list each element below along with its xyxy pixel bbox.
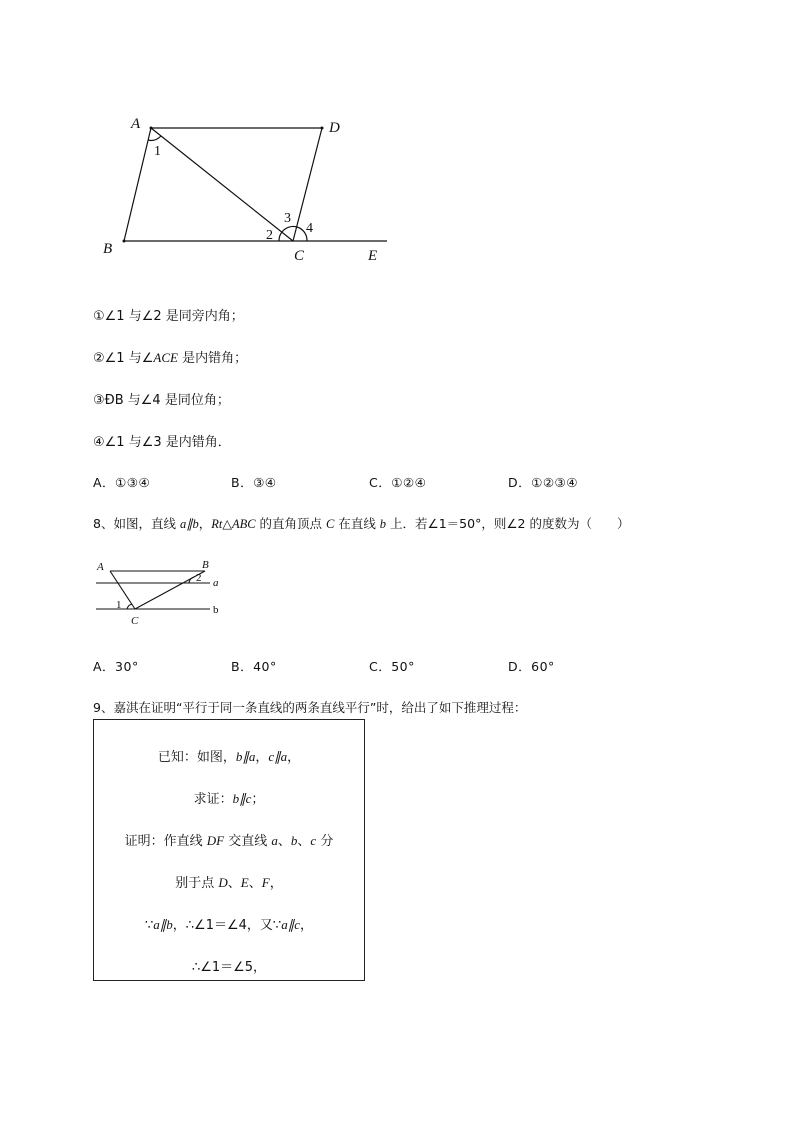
question-9: 9、嘉淇在证明“平行于同一条直线的两条直线平行”时，给出了如下推理过程：	[93, 700, 527, 715]
proof-box	[93, 719, 365, 981]
figure-parallel-lines	[92, 555, 232, 630]
q7-option-d[interactable]: D．①②③④	[508, 475, 578, 490]
q8-option-c[interactable]: C．50°	[369, 659, 415, 674]
label-a: a	[213, 577, 219, 589]
question-8: 8、如图，直线 a∥b，Rt△ABC 的直角顶点 C 在直线 b 上．若∠1＝50°，则∠2 的度数为（ ）	[93, 516, 630, 531]
proof-line-3: 证明：作直线 DF 交直线 a、b、c 分	[124, 833, 334, 849]
angle-1-arc	[148, 136, 161, 141]
label-angle-1: 1	[116, 599, 122, 611]
segment-BC	[135, 571, 205, 609]
q7-option-a[interactable]: A．①③④	[93, 475, 151, 490]
label-C: C	[131, 615, 139, 627]
label-B: B	[103, 241, 113, 257]
label-angle-4: 4	[306, 221, 313, 236]
label-angle-2: 2	[266, 228, 273, 243]
q8-option-b[interactable]: B．40°	[231, 659, 277, 674]
segment-AC	[110, 571, 135, 609]
label-angle-2: 2	[196, 572, 202, 584]
statement-2: ②∠1 与∠ACE 是内错角；	[93, 350, 248, 366]
angle-2-arc	[279, 232, 282, 241]
proof-given: 已知：如图，b∥a，c∥a，	[157, 749, 301, 765]
statement-4: ④∠1 与∠3 是内错角．	[93, 435, 231, 450]
label-angle-3: 3	[284, 211, 291, 226]
angle-1-arc	[127, 604, 132, 609]
proof-line-6: ∴∠1＝∠5，	[191, 960, 267, 975]
q7-option-c[interactable]: C．①②④	[369, 475, 427, 490]
q8-option-d[interactable]: D．60°	[508, 659, 555, 674]
label-b: b	[213, 604, 219, 616]
label-D: D	[329, 120, 340, 136]
statement-3: ③ÐB 与∠4 是同位角；	[93, 393, 230, 408]
proof-line-5: ∵a∥b，∴∠1＝∠4，又∵a∥c，	[145, 917, 313, 933]
segment-AB	[124, 128, 151, 241]
label-A: A	[97, 561, 104, 573]
angle-3-arc	[282, 226, 297, 232]
label-angle-1: 1	[154, 144, 161, 159]
statement-1: ①∠1 与∠2 是同旁内角；	[93, 309, 244, 324]
label-A: A	[131, 116, 141, 132]
label-E: E	[368, 248, 378, 264]
figure-parallelogram	[95, 110, 395, 270]
q7-option-b[interactable]: B．③④	[231, 475, 277, 490]
proof-line-4: 别于点 D、E、F，	[175, 875, 283, 891]
label-C: C	[294, 248, 305, 264]
label-B: B	[202, 559, 209, 571]
segment-AC	[151, 128, 293, 241]
proof-prove: 求证：b∥c；	[193, 791, 265, 807]
q8-option-a[interactable]: A．30°	[93, 659, 139, 674]
